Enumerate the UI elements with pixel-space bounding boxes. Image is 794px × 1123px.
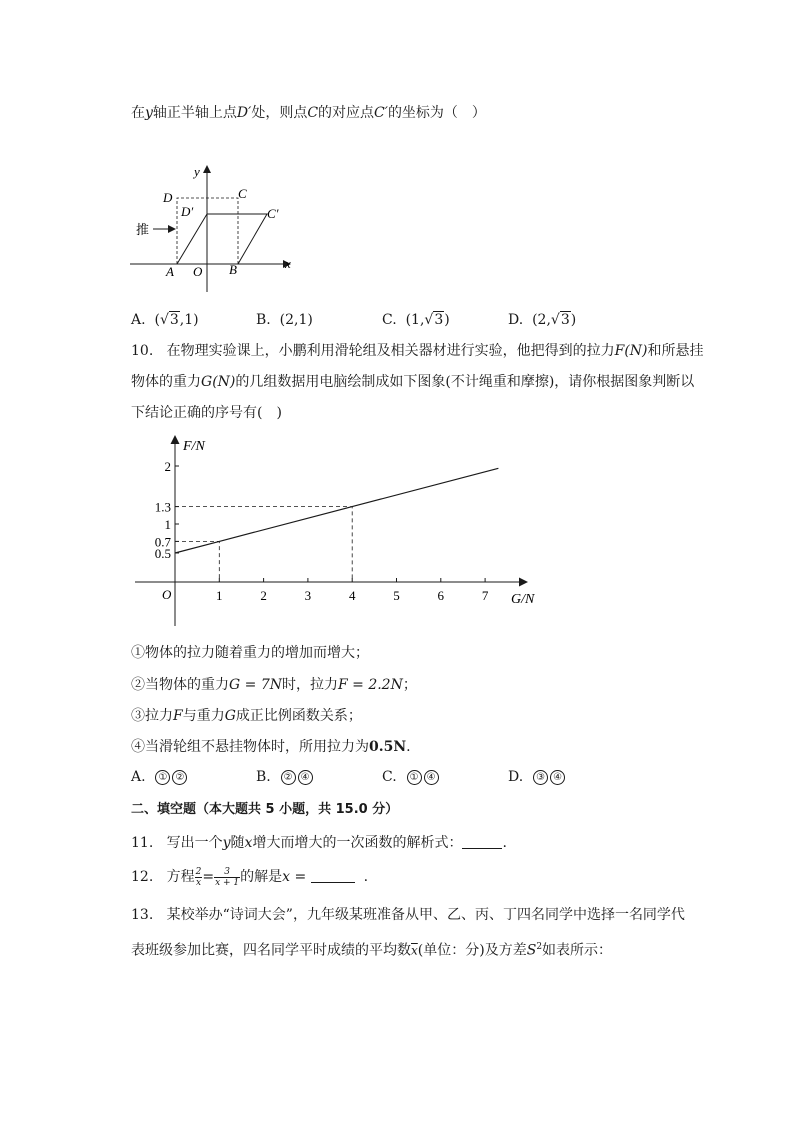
q9-option-d: D. (2,√3) [508, 312, 577, 328]
q9-text-c: 处，则点 [251, 105, 308, 121]
q12-frac1-num: 2 [195, 866, 202, 877]
q9-option-c-close: ) [444, 312, 450, 328]
q11 [131, 833, 507, 853]
q12-frac-2 [214, 867, 240, 888]
q10-option-c-letter: C. [382, 769, 397, 785]
q10-option-a-2: ② [172, 770, 187, 785]
chart-x-tick-label-5: 5 [393, 588, 400, 603]
q10-s1-text: 物体的拉力随着重力的增加而增大； [145, 645, 369, 661]
q10-option-c-2: ④ [424, 770, 439, 785]
chart-y-tick-label-1: 1 [164, 517, 171, 532]
q10-line2-N: (N) [212, 374, 236, 390]
q10-s1-mark: ① [131, 645, 145, 661]
chart-y-tick-label-0.5: 0.5 [154, 546, 171, 561]
q10-s3-F: F [173, 708, 183, 724]
chart-x-tick-label-6: 6 [437, 588, 445, 603]
q9-option-a-close: ,1) [179, 312, 199, 328]
q12 [131, 864, 368, 890]
q10-s2-a: 当物体的重力 [145, 677, 229, 693]
q9-push-label: 推 [136, 222, 150, 237]
q10-option-a-1: ① [155, 770, 170, 785]
q9-label-C: C [238, 186, 247, 201]
q12-frac1-den: x [195, 877, 202, 888]
q11-x-var: x [244, 835, 253, 851]
q10-option-b-1: ② [281, 770, 296, 785]
q10-s2-eq2: F = 2.2N [337, 677, 403, 693]
chart-y-label: F/N [183, 439, 205, 454]
q9-label-x: x [285, 256, 291, 271]
q11-text-c: 增大而增大的一次函数的解析式： [252, 835, 463, 851]
q10-line1 [131, 341, 704, 361]
q10-statement-2 [131, 675, 417, 695]
q10-option-c [382, 769, 440, 785]
q11-text-b: 随 [230, 835, 245, 851]
q10-s2-mark: ② [131, 677, 145, 693]
q9-option-d-letter: D. [508, 312, 524, 328]
q9-option-a-letter: A. [131, 312, 146, 328]
q9-parallelogram [177, 214, 267, 264]
q9-option-b-text: (2,1) [279, 312, 313, 328]
q10-option-d-letter: D. [508, 769, 524, 785]
q9-option-c: C. (1,√3) [382, 312, 450, 328]
q10-statement-3 [131, 706, 362, 726]
q9-label-A: A [166, 264, 174, 279]
q10-option-a-letter: A. [131, 769, 146, 785]
q9-option-a: A. (√3,1) [131, 312, 199, 328]
q11-y-var: y [222, 835, 231, 851]
q13-variance-s: S [526, 942, 537, 959]
q10-option-a [131, 769, 188, 785]
q10-statement-1 [131, 643, 369, 663]
section-2-title: 二、填空题（本大题共 5 小题，共 15.0 分） [131, 802, 399, 817]
q13-variance-exp: 2 [536, 942, 543, 952]
q12-frac2-num: 3 [214, 867, 240, 878]
q10-line1-F: F [614, 343, 625, 359]
q10-option-d [508, 769, 566, 785]
q10-chart [125, 430, 555, 630]
q10-option-b-letter: B. [256, 769, 271, 785]
chart-origin-label: O [162, 587, 172, 602]
q10-s4-val: 0.5N [369, 739, 407, 755]
q9-option-d-sqrt: 3 [560, 312, 570, 328]
q12-number: 12. [131, 869, 154, 885]
q10-s4-mark: ④ [131, 739, 145, 755]
q10-line3 [131, 403, 282, 423]
q9-d-prime: D′ [236, 105, 252, 121]
q9-option-a-sqrt: 3 [169, 312, 179, 328]
q9-stem [131, 103, 486, 123]
q10-line2-G: G [201, 374, 213, 390]
q10-s3-a: 拉力 [145, 708, 173, 724]
chart-x-tick-label-3: 3 [304, 588, 312, 603]
q9-option-a-open: ( [154, 312, 160, 328]
chart-y-tick-label-1.3: 1.3 [154, 499, 171, 515]
q11-number: 11. [131, 835, 154, 851]
q13-line2-c: 如表所示： [542, 942, 613, 959]
q9-figure [125, 160, 305, 300]
q9-label-D: D [163, 190, 173, 205]
q13-mean-symbol: $\overline{x}$ [411, 943, 418, 958]
q12-frac2-den: x + 1 [215, 877, 240, 888]
q12-eq: = [202, 869, 215, 885]
q9-text-a: 在 [131, 105, 145, 121]
q10-option-d-2: ④ [550, 770, 565, 785]
q9-option-b [256, 312, 313, 328]
q10-s2-b: 时，拉力 [281, 677, 338, 693]
q13-line1 [131, 905, 685, 925]
q9-option-d-open: (2, [532, 312, 551, 328]
q10-option-b-2: ④ [298, 770, 313, 785]
q13-line2-b: (单位：分)及方差 [417, 942, 527, 959]
q12-x-var: x [282, 869, 291, 885]
q10-statement-4 [131, 737, 411, 757]
q10-s3-c: 成正比例函数关系； [235, 708, 362, 724]
q9-y-var: y [145, 105, 153, 121]
q12-text-end: . [363, 869, 369, 885]
q9-text-e: 的坐标为（ ） [387, 105, 486, 121]
q9-text-d: 的对应点 [318, 105, 375, 121]
q10-s4-b: . [406, 739, 411, 755]
q9-c-prime: C′ [374, 105, 388, 121]
q9-label-O: O [193, 264, 203, 279]
q10-s3-mark: ③ [131, 708, 145, 724]
q10-line1-N: (N) [624, 343, 648, 359]
q12-text-b: 的解是 [240, 869, 283, 885]
q10-s4-a: 当滑轮组不悬挂物体时，所用拉力为 [145, 739, 369, 755]
q12-text-c: = [290, 869, 307, 885]
chart-x-tick-label-4: 4 [348, 588, 356, 603]
chart-y-tick-label-2: 2 [164, 459, 171, 474]
q10-option-b [256, 769, 314, 785]
q12-text-a: 方程 [166, 869, 195, 885]
q9-label-B: B [229, 262, 237, 277]
chart-x-label: G/N [511, 592, 535, 607]
q10-line2 [131, 372, 694, 392]
chart-guide-2 [175, 507, 352, 582]
chart-x-tick-label-2: 2 [260, 588, 267, 603]
q11-text-end: . [502, 835, 507, 851]
q13-number: 13. [131, 907, 154, 923]
chart-y-tick-label-0.7: 0.7 [154, 534, 171, 550]
q13-line1-text: 某校举办“诗词大会”，九年级某班准备从甲、乙、丙、丁四名同学中选择一名同学代 [166, 907, 685, 923]
chart-series-line-1 [175, 468, 498, 553]
q13-line2-a: 表班级参加比赛，四名同学平时成绩的平均数 [131, 942, 411, 959]
q9-label-Cp: C′ [267, 206, 279, 221]
chart-x-tick-label-1: 1 [216, 588, 223, 603]
q12-answer-blank[interactable] [311, 868, 355, 883]
q9-option-c-open: (1, [405, 312, 425, 328]
q10-option-d-1: ③ [533, 770, 548, 785]
q11-text-a: 写出一个 [166, 835, 223, 851]
q10-s2-eq1: G = 7N [229, 677, 282, 693]
q10-s3-G: G [224, 708, 236, 724]
q9-option-c-sqrt: 3 [434, 312, 444, 328]
q11-answer-blank[interactable] [462, 834, 502, 849]
q9-label-Dp: D′ [181, 204, 194, 219]
q10-s2-c: ； [402, 677, 417, 693]
q10-number: 10. [131, 343, 154, 359]
q9-label-y: y [194, 164, 200, 179]
q9-c-var: C [307, 105, 319, 121]
q10-line2-b: 的几组数据用电脑绘制成如下图象(不计绳重和摩擦)，请你根据图象判断以 [235, 374, 695, 390]
q10-line2-a: 物体的重力 [131, 374, 201, 390]
q10-line1-b: 和所悬挂 [647, 343, 704, 359]
chart-x-tick-label-7: 7 [481, 588, 489, 603]
q10-option-c-1: ① [407, 770, 422, 785]
q9-text-b: 轴正半轴上点 [152, 105, 237, 121]
q13-line2 [131, 937, 612, 961]
q10-line3-text: 下结论正确的序号有( ) [131, 405, 282, 421]
q9-option-d-close: ) [570, 312, 577, 328]
q10-s3-b: 与重力 [182, 708, 225, 724]
q10-line1-a: 在物理实验课上，小鹏利用滑轮组及相关器材进行实验，他把得到的拉力 [166, 343, 615, 359]
q9-option-b-letter: B. [256, 312, 271, 328]
q9-option-c-letter: C. [382, 312, 397, 328]
